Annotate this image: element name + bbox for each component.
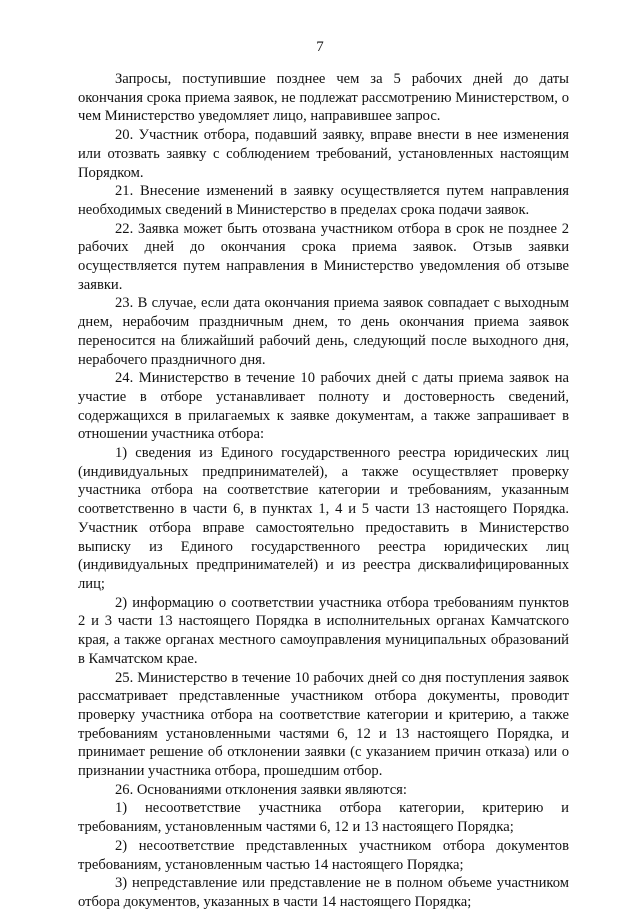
- paragraph-20: 20. Участник отбора, подавший заявку, вправе внести в нее изменения или отозвать заявку с соблюдением требований, установленных настоящим Порядком.: [78, 127, 569, 181]
- paragraph-requests-deadline: Запросы, поступившие позднее чем за 5 рабочих дней до даты окончания срока приема заявок, не подлежат рассмотрению Министерством, о чем Министерство уведомляет лицо, направившее запрос.: [78, 71, 569, 125]
- paragraph-22: 22. Заявка может быть отозвана участником отбора в срок не позднее 2 рабочих дней до окончания срока приема заявок. Отзыв заявки осуществляется путем направления в Министерство уведомления об отзыве заявки.: [78, 220, 569, 293]
- paragraph-21: 21. Внесение изменений в заявку осуществляется путем направления необходимых сведений в Министерство в пределах срока подачи заявок.: [78, 183, 569, 218]
- paragraph-24-item-2: 2) информацию о соответствии участника отбора требованиям пунктов 2 и 3 части 13 настоящего Порядка в исполнительных органах Камчатского края, а также органах местного самоуправления муниципальных образований в Камчатском крае.: [78, 594, 569, 667]
- document-body: [78, 70, 569, 912]
- paragraph-26-item-3: 3) непредставление или представление не в полном объеме участником отбора документов, указанных в части 14 настоящего Порядка;: [78, 875, 569, 910]
- paragraph-24-item-1: 1) сведения из Единого государственного реестра юридических лиц (индивидуальных предпринимателей), а также осуществляет проверку участника отбора на соответствие категории и требованиям, указанным соответственно в части 6, в пунктах 1, 4 и 5 части 13 настоящего Порядка. Участник отбора вправе самостоятельно предоставить в Министерство выписку из Единого государственного реестра юридических лиц (индивидуальных предпринимателей) и из реестра дисквалифицированных лиц;: [78, 445, 569, 592]
- page-number: 7: [316, 39, 324, 55]
- paragraph-26-item-1: 1) несоответствие участника отбора категории, критерию и требованиям, установленным частями 6, 12 и 13 настоящего Порядка;: [78, 800, 569, 836]
- paragraph-24: 24. Министерство в течение 10 рабочих дней с даты приема заявок на участие в отборе устанавливает полноту и достоверность сведений, содержащихся в прилагаемых к заявке документам, а также запрашивает в отношении участника отбора:: [78, 370, 569, 443]
- paragraph-23: 23. В случае, если дата окончания приема заявок совпадает с выходным днем, нерабочим праздничным днем, то день окончания приема заявок переносится на ближайший рабочий день, следующий после выходного дня, нерабочего праздничного дня.: [78, 295, 569, 368]
- paragraph-26: 26. Основаниями отклонения заявки являются:: [115, 781, 407, 798]
- paragraph-25: 25. Министерство в течение 10 рабочих дней со дня поступления заявок рассматривает представленные участником отбора документы, проводит проверку участника отбора на соответствие категории и критерию, а также требованиям установленными частями 6, 12 и 13 настоящего Порядка, и принимает решение об отклонении заявки (с указанием причин отказа) или о признании участника отбора, прошедшим отбор.: [78, 669, 569, 780]
- paragraph-26-item-2: 2) несоответствие представленных участником отбора документов требованиям, установленным частью 14 настоящего Порядка;: [78, 837, 569, 873]
